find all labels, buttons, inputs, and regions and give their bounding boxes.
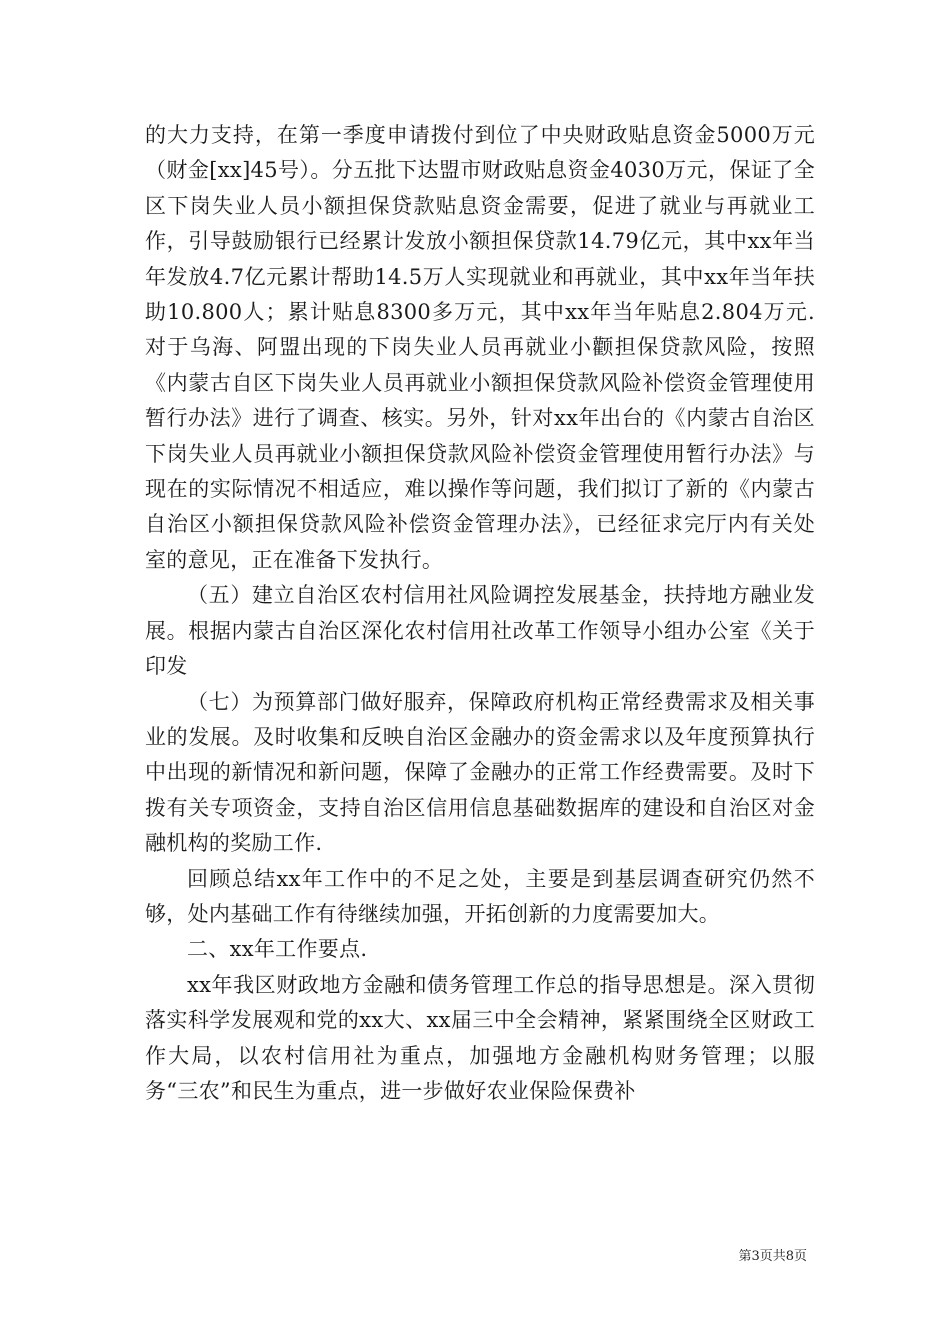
paragraph-guiding-thought: xx年我区财政地方金融和债务管理工作总的指导思想是。深入贯彻落实科学发展观和党的xx大、xx届三中全会精神，紧紧围绕全区财政工作大局，以农村信用社为重点，加强地方金融机构财务管理；以服务“三农”和民生为重点，进一步做好农业保险保费补 <box>145 972 815 1103</box>
page-footer <box>738 1248 807 1266</box>
page-number: 第3页共8页 <box>738 1249 807 1264</box>
paragraph-item-5: （五）建立自治区农村信用社风险调控发展基金，扶持地方融业发展。根据内蒙古自治区深化农村信用社改革工作领导小组办公室《关于印发 <box>145 583 815 679</box>
body-text <box>145 118 815 1109</box>
paragraph-review: 回顾总结xx年工作中的不足之处，主要是到基层调查研究仍然不够，处内基础工作有待继续加强，开拓创新的力度需要加大。 <box>145 866 815 926</box>
section-heading: 二、xx年工作要点. <box>187 937 368 962</box>
paragraph-item-7: （七）为预算部门做好服弃，保障政府机构正常经费需求及相关事业的发展。及时收集和反映自治区金融办的资金需求以及年度预算执行中出现的新情况和新问题，保障了金融办的正常工作经费需要。及时下拨有关专项资金，支持自治区信用信息基础数据库的建设和自治区对金融机构的奖励工作. <box>145 689 815 856</box>
paragraph-continuation: 的大力支持，在第一季度申请拨付到位了中央财政贴息资金5000万元（财金[xx]45号）。分五批下达盟市财政贴息资金4030万元，保证了全区下岗失业人员小额担保贷款贴息资金需要，促进了就业与再就业工作，引导鼓励银行已经累计发放小额担保贷款14.79亿元，其中xx年当年发放4.7亿元累计帮助14.5万人实现就业和再就业，其中xx年当年扶助10.800人；累计贴息8300多万元，其中xx年当年贴息2.804万元.对于乌海、阿盟出现的下岗失业人员再就业小颧担保贷款风险，按照《内蒙古自区下岗失业人员再就业小额担保贷款风险补偿资金管理使用暂行办法》进行了调查、核实。另外，针对xx年出台的《内蒙古自治区下岗失业人员再就业小额担保贷款风险补偿资金管理使用暂行办法》与现在的实际情况不相适应，难以操作等问题，我们拟订了新的《内蒙古自治区小额担保贷款风险补偿资金管理办法》，已经征求完厅内有关处室的意见，正在准备下发执行。 <box>145 123 815 572</box>
